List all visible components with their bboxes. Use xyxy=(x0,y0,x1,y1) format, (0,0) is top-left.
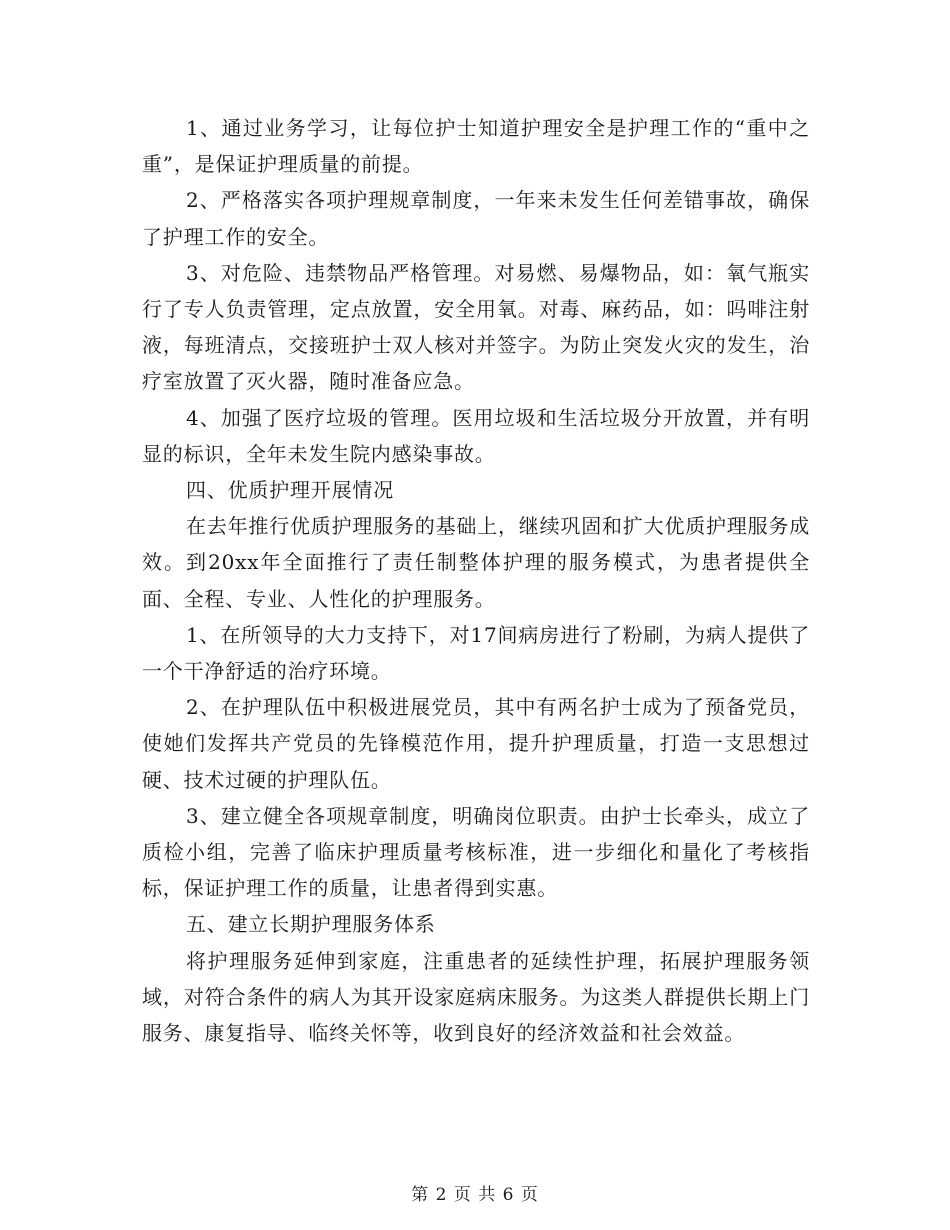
paragraph-safety-study: 1、通过业务学习，让每位护士知道护理安全是护理工作的“重中之重”，是保证护理质量的前提。 xyxy=(142,116,810,177)
paragraph-medical-waste: 4、加强了医疗垃圾的管理。医用垃圾和生活垃圾分开放置，并有明显的标识，全年未发生院内感染事故。 xyxy=(142,405,810,466)
paragraph-hazardous-items: 3、对危险、违禁物品严格管理。对易燃、易爆物品，如：氧气瓶实行了专人负责管理，定点放置，安全用氧。对毒、麻药品，如：吗啡注射液，每班清点，交接班护士双人核对并签字。为防止突发火灾的发生，治疗室放置了灭火器，随时准备应急。 xyxy=(142,260,810,394)
document-body xyxy=(142,110,810,1051)
paragraph-quality-team: 3、建立健全各项规章制度，明确岗位职责。由护士长牵头，成立了质检小组，完善了临床护理质量考核标准，进一步细化和量化了考核指标，保证护理工作的质量，让患者得到实惠。 xyxy=(142,803,810,901)
paragraph-quality-care-intro: 在去年推行优质护理服务的基础上，继续巩固和扩大优质护理服务成效。到20xx年全面推行了责任制整体护理的服务模式，为患者提供全面、全程、专业、人性化的护理服务。 xyxy=(142,514,810,611)
section-heading-long-term-care: 五、建立长期护理服务体系 xyxy=(186,912,436,937)
paragraph-regulations: 2、严格落实各项护理规章制度，一年来未发生任何差错事故，确保了护理工作的安全。 xyxy=(142,188,810,249)
paragraph-party-members: 2、在护理队伍中积极进展党员，其中有两名护士成为了预备党员，使她们发挥共产党员的先锋模范作用，提升护理质量，打造一支思想过硬、技术过硬的护理队伍。 xyxy=(142,695,810,792)
page-number: 第 2 页 共 6 页 xyxy=(411,1185,539,1205)
paragraph-home-care: 将护理服务延伸到家庭，注重患者的延续性护理，拓展护理服务领域，对符合条件的病人为其开设家庭病床服务。为这类人群提供长期上门服务、康复指导、临终关怀等，收到良好的经济效益和社会效益。 xyxy=(142,948,810,1046)
section-heading-quality-care: 四、优质护理开展情况 xyxy=(186,478,394,503)
paragraph-ward-renovation: 1、在所领导的大力支持下，对17间病房进行了粉刷，为病人提供了一个干净舒适的治疗环境。 xyxy=(142,622,810,684)
